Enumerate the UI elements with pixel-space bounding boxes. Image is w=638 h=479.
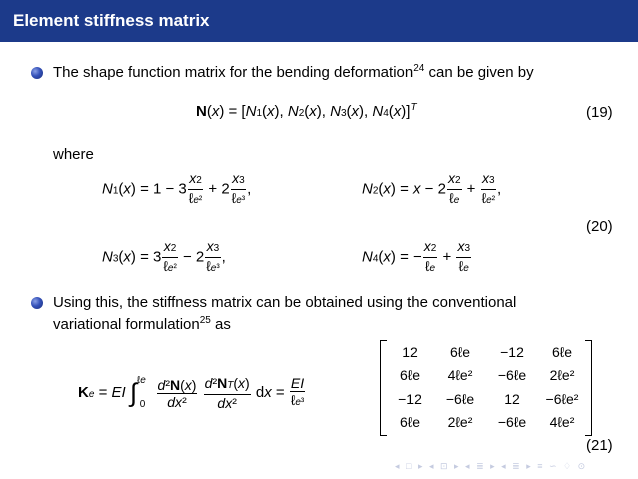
footnote-25: 25 <box>199 315 211 326</box>
equation-19: N(x) = [N1(x), N2(x), N3(x), N4(x)]$^T$ <box>196 102 417 120</box>
matrix-cell: −12 <box>398 391 422 407</box>
matrix-cell: 2ℓe² <box>447 414 473 430</box>
slide-title: Element stiffness matrix <box>13 11 210 30</box>
equation-number-19: (19) <box>586 104 613 121</box>
matrix-cell: 12 <box>504 391 520 407</box>
matrix-cell: −12 <box>500 344 524 360</box>
where-label: where <box>53 146 94 163</box>
bullet-icon <box>31 67 43 79</box>
bullet1-text: The shape function matrix for the bending deformation$^{24}$ can be given by <box>53 63 534 81</box>
equation-N1: N1(x) = 1 − 3 x2 ℓe² + 2 x3 ℓe³ , <box>102 170 252 206</box>
matrix-cell: 2ℓe² <box>549 367 575 383</box>
beamer-navigation-icons[interactable]: ◂ □ ▸ ◂ ⊡ ▸ ◂ ≣ ▸ ◂ ≣ ▸ ≡ ∽ ♢ ⊙ <box>395 461 588 471</box>
matrix-cell: 4ℓe² <box>447 367 473 383</box>
bullet2-line1: Using this, the stiffness matrix can be obtained using the conventional <box>53 294 517 311</box>
title-bar <box>0 0 638 42</box>
matrix-cell: 6ℓe <box>551 344 573 360</box>
matrix-cell: 6ℓe <box>399 367 421 383</box>
matrix-cell: 12 <box>402 344 418 360</box>
matrix-cell: −6ℓe <box>445 391 475 407</box>
equation-N2: N2(x) = x − 2 x2 ℓe + x3 ℓe² , <box>362 170 502 206</box>
stiffness-matrix <box>380 340 592 436</box>
equation-number-21: (21) <box>586 437 613 454</box>
matrix-cell: 6ℓe <box>399 414 421 430</box>
bullet-icon <box>31 297 43 309</box>
equation-21-lhs: Ke = EI ∫$^{\ell e}_0$ $\frac{\text{d²N(x)}}{\text{dx²}}$ $\frac{\text{d²NT(x)}}{\text{dx²}}$ dx = EI ℓe³ <box>78 374 305 411</box>
matrix-cell: 4ℓe² <box>549 414 575 430</box>
equation-N4: N4(x) = − x2 ℓe + x3 ℓe <box>362 238 470 274</box>
matrix-cell: 6ℓe <box>449 344 471 360</box>
matrix-cell: −6ℓe <box>497 367 527 383</box>
equation-number-20: (20) <box>586 218 613 235</box>
footnote-24: 24 <box>413 63 425 74</box>
equation-N3: N3(x) = 3 x2 ℓe² − 2 x3 ℓe³ , <box>102 238 226 274</box>
matrix-cell: −6ℓe² <box>545 391 579 407</box>
bullet2-line2: variational formulation$^{25}$ as <box>53 315 231 333</box>
matrix-cell: −6ℓe <box>497 414 527 430</box>
